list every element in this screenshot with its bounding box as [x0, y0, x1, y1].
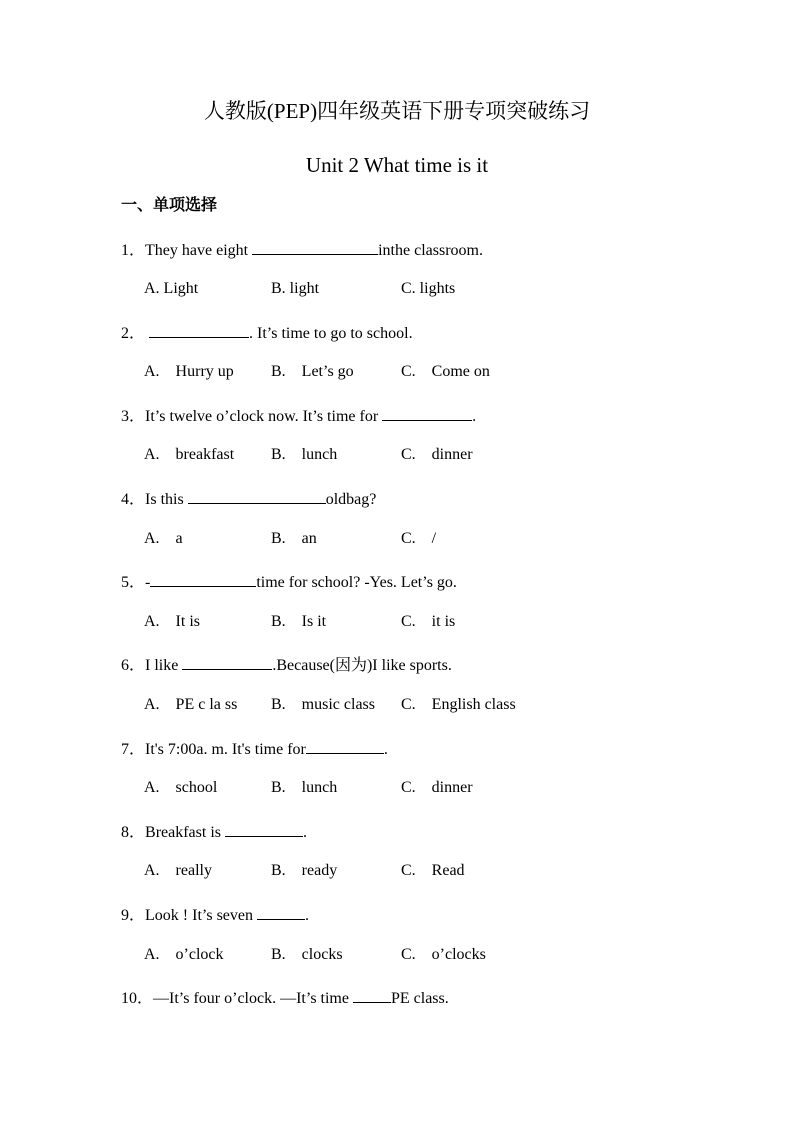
question-text-after: . — [303, 824, 307, 841]
option-a[interactable]: A. breakfast — [144, 446, 235, 463]
question-number: 5． — [121, 574, 146, 591]
question-number: 10． — [121, 990, 154, 1007]
question-number: 6． — [121, 657, 146, 674]
option-a[interactable]: A. really — [144, 862, 212, 879]
question-7 — [121, 736, 388, 761]
option-b[interactable]: B. light — [271, 280, 320, 297]
option-a[interactable]: A. It is — [144, 613, 200, 630]
option-b[interactable]: B. ready — [271, 862, 338, 879]
question-text-after: PE class. — [390, 990, 449, 1007]
question-3 — [121, 403, 476, 428]
option-b[interactable]: B. lunch — [271, 446, 338, 463]
option-c[interactable]: C. Read — [401, 862, 465, 879]
option-a[interactable]: A. o’clock — [144, 946, 224, 963]
answer-blank[interactable] — [382, 403, 472, 421]
question-2 — [121, 320, 413, 345]
answer-blank[interactable] — [252, 237, 378, 255]
question-number: 4． — [121, 491, 146, 508]
option-a[interactable]: A. school — [144, 779, 218, 796]
answer-blank[interactable] — [150, 569, 256, 587]
page-title: 人教版(PEP)四年级英语下册专项突破练习 — [203, 99, 591, 123]
question-text-before: They have eight — [145, 242, 253, 259]
question-10 — [121, 985, 449, 1010]
question-text-before: Breakfast is — [145, 824, 225, 841]
option-c[interactable]: C. English class — [401, 696, 516, 713]
question-text-after: . — [305, 907, 309, 924]
answer-blank[interactable] — [353, 985, 391, 1003]
question-text-after: .Because(因为)I like sports. — [272, 657, 452, 674]
option-c[interactable]: C. dinner — [401, 446, 473, 463]
option-c[interactable]: C. Come on — [401, 363, 490, 380]
question-text-before: It’s twelve o’clock now. It’s time for — [145, 408, 383, 425]
option-c[interactable]: C. lights — [401, 280, 456, 297]
question-text-after: time for school? -Yes. Let’s go. — [256, 574, 457, 591]
question-text-before: I like — [145, 657, 183, 674]
option-b[interactable]: B. music class — [271, 696, 375, 713]
question-number: 1． — [121, 242, 146, 259]
option-c[interactable]: C. it is — [401, 613, 456, 630]
question-number: 2． — [121, 325, 146, 342]
question-4 — [121, 486, 376, 511]
option-a[interactable]: A. Light — [144, 280, 199, 297]
option-c[interactable]: C. dinner — [401, 779, 473, 796]
option-b[interactable]: B. lunch — [271, 779, 338, 796]
answer-blank[interactable] — [225, 819, 303, 837]
question-text-before: Look ! It’s seven — [145, 907, 257, 924]
question-6 — [121, 652, 452, 677]
answer-blank[interactable] — [306, 736, 384, 754]
question-text-before: —It’s four o’clock. —It’s time — [153, 990, 353, 1007]
answer-blank[interactable] — [149, 320, 249, 338]
question-text-after: . — [383, 741, 388, 758]
question-text-after: oldbag? — [325, 491, 377, 508]
question-text-after: inthe classroom. — [378, 242, 483, 259]
option-c[interactable]: C. / — [401, 530, 437, 547]
answer-blank[interactable] — [257, 902, 305, 920]
answer-blank[interactable] — [182, 652, 272, 670]
section-heading: 一、单项选择 — [121, 195, 218, 214]
question-text-after: . It’s time to go to school. — [249, 325, 413, 342]
option-b[interactable]: B. Let’s go — [271, 363, 354, 380]
question-number: 9． — [121, 907, 146, 924]
option-a[interactable]: A. PE c la ss — [144, 696, 238, 713]
question-number: 7． — [121, 741, 146, 758]
page-subtitle: Unit 2 What time is it — [305, 153, 489, 177]
question-number: 3． — [121, 408, 146, 425]
question-9 — [121, 902, 309, 927]
option-b[interactable]: B. clocks — [271, 946, 343, 963]
question-8 — [121, 819, 307, 844]
question-number: 8． — [121, 824, 146, 841]
question-text-before: It's 7:00a. m. It's time for — [145, 741, 306, 758]
option-a[interactable]: A. Hurry up — [144, 363, 234, 380]
answer-blank[interactable] — [188, 486, 326, 504]
option-a[interactable]: A. a — [144, 530, 183, 547]
option-b[interactable]: B. Is it — [271, 613, 327, 630]
question-5 — [121, 569, 457, 594]
option-c[interactable]: C. o’clocks — [401, 946, 486, 963]
question-1 — [121, 237, 483, 262]
question-text-before: - — [145, 574, 151, 591]
question-text-after: . — [472, 408, 477, 425]
question-text-before: Is this — [145, 491, 188, 508]
option-b[interactable]: B. an — [271, 530, 317, 547]
